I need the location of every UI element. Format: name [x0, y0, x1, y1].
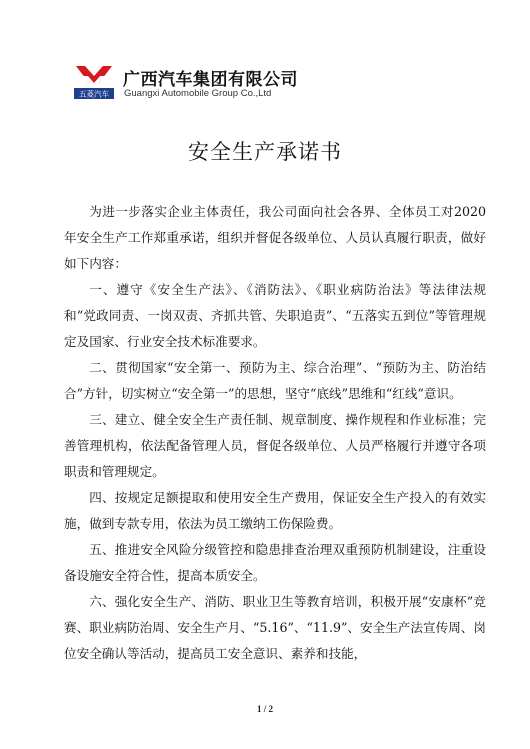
paragraph-item-3: 三、建立、健全安全生产责任制、规章制度、操作规程和作业标准；完善管理机构，依法配备管理人员，督促各级单位、人员严格履行并遵守各项职责和管理规定。	[64, 412, 486, 479]
paragraph-item-4: 四、按规定足额提取和使用安全生产费用，保证安全生产投入的有效实施，做到专款专用，依法为员工缴纳工伤保险费。	[64, 490, 486, 531]
logo-badge-text: 五菱汽车	[79, 89, 109, 99]
document-body	[64, 199, 486, 667]
page-number: 1 / 2	[256, 704, 273, 714]
company-logo-icon	[74, 62, 114, 100]
paragraph-intro: 为进一步落实企业主体责任，我公司面向社会各界、全体员工对2020年安全生产工作郑重承诺，组织并督促各级单位、人员认真履行职责，做好如下内容：	[64, 204, 486, 271]
company-name-en: Guangxi Automobile Group Co.,Ltd	[124, 88, 272, 99]
company-name-cn: 广西汽车集团有限公司	[123, 70, 298, 90]
document-title: 安全生产承诺书	[188, 140, 342, 164]
letterhead	[74, 62, 474, 102]
paragraph-item-5: 五、推进安全风险分级管控和隐患排查治理双重预防机制建设，注重设备设施安全符合性，提高本质安全。	[64, 542, 486, 583]
paragraph-item-2: 二、贯彻国家“安全第一、预防为主、综合治理”、“预防为主、防治结合”方针，切实树立“安全第一”的思想，坚守“底线”思维和“红线”意识。	[64, 360, 486, 401]
paragraph-item-6: 六、强化安全生产、消防、职业卫生等教育培训，积极开展“安康杯”竞赛、职业病防治周、安全生产月、“5.16”、“11.9”、安全生产法宣传周、岗位安全确认等活动，提高员工安全意识、素养和技能，	[64, 594, 486, 661]
paragraph-item-1: 一、遵守《安全生产法》、《消防法》、《职业病防治法》等法律法规和“党政同责、一岗双责、齐抓共管、失职追责”、“五落实五到位”等管理规定及国家、行业安全技术标准要求。	[64, 282, 486, 349]
